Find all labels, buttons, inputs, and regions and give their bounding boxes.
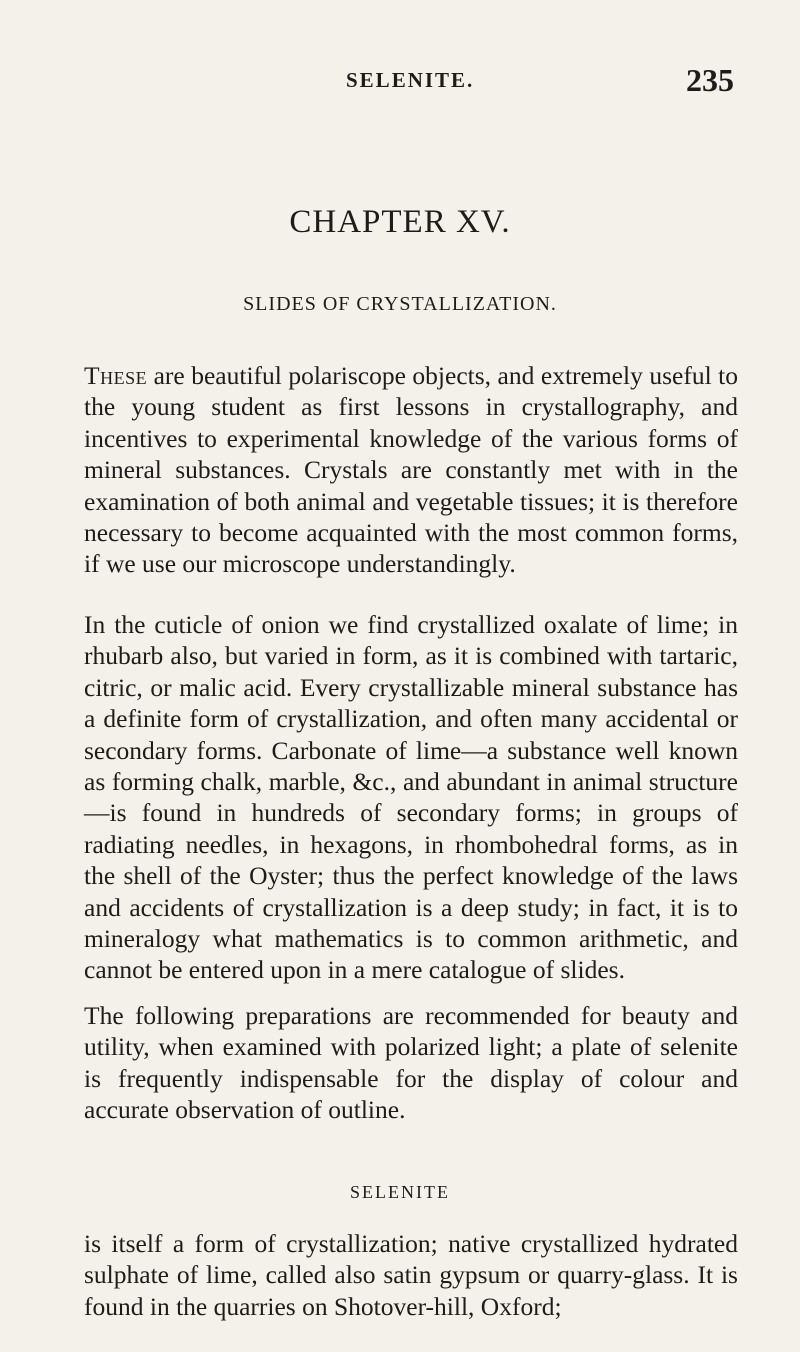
paragraph-2 — [84, 609, 738, 986]
paragraph-2-text: In the cuticle of onion we find crystallized oxalate of lime; in rhubarb also, but varied in form, as it is combined with tartaric, citric, or malic acid. Every crystallizable mineral substance has a definite form of crystallization, and often many accidental or secondary forms. Carbonate of lime—a substance well known as forming chalk, marble, &c., and abundant in animal structure—is found in hundreds of secondary forms; in groups of radiating needles, in hexagons, in rhombohedral forms, as in the shell of the Oyster; thus the perfect knowledge of the laws and accidents of crystallization is a deep study; in fact, it is to mineralogy what mathematics is to common arithmetic, and cannot be entered upon in a mere catalogue of slides. — [84, 610, 738, 985]
page-number: 235 — [686, 62, 734, 98]
paragraph-3 — [84, 1000, 738, 1126]
running-head — [84, 62, 734, 102]
chapter-title: CHAPTER XV. — [289, 204, 511, 240]
paragraph-lead-word: These — [84, 361, 148, 390]
chapter-subtitle: SLIDES OF CRYSTALLIZATION. — [243, 293, 557, 315]
paragraph-1-text: are beautiful polariscope objects, and extremely useful to the young student as first lessons in crystallography, and incentives to experimental knowledge of the various forms of mineral substances. Crystals are constantly met with in the examination of both animal and vegetable tissues; it is therefore necessary to become acquainted with the most common forms, if we use our microscope understandingly. — [84, 361, 738, 579]
paragraph-4 — [84, 1228, 738, 1322]
paragraph-1 — [84, 360, 738, 580]
paragraph-4-text: is itself a form of crystallization; native crystallized hydrated sulphate of lime, called also satin gypsum or quarry-glass. It is found in the quarries on Shotover-hill, Oxford; — [84, 1229, 738, 1321]
paragraph-3-text: The following preparations are recommended for beauty and utility, when examined with polarized light; a plate of selenite is frequently indispensable for the display of colour and accurate observation of outline. — [84, 1001, 738, 1125]
section-heading: SELENITE — [350, 1182, 450, 1202]
running-title: SELENITE. — [346, 68, 475, 92]
